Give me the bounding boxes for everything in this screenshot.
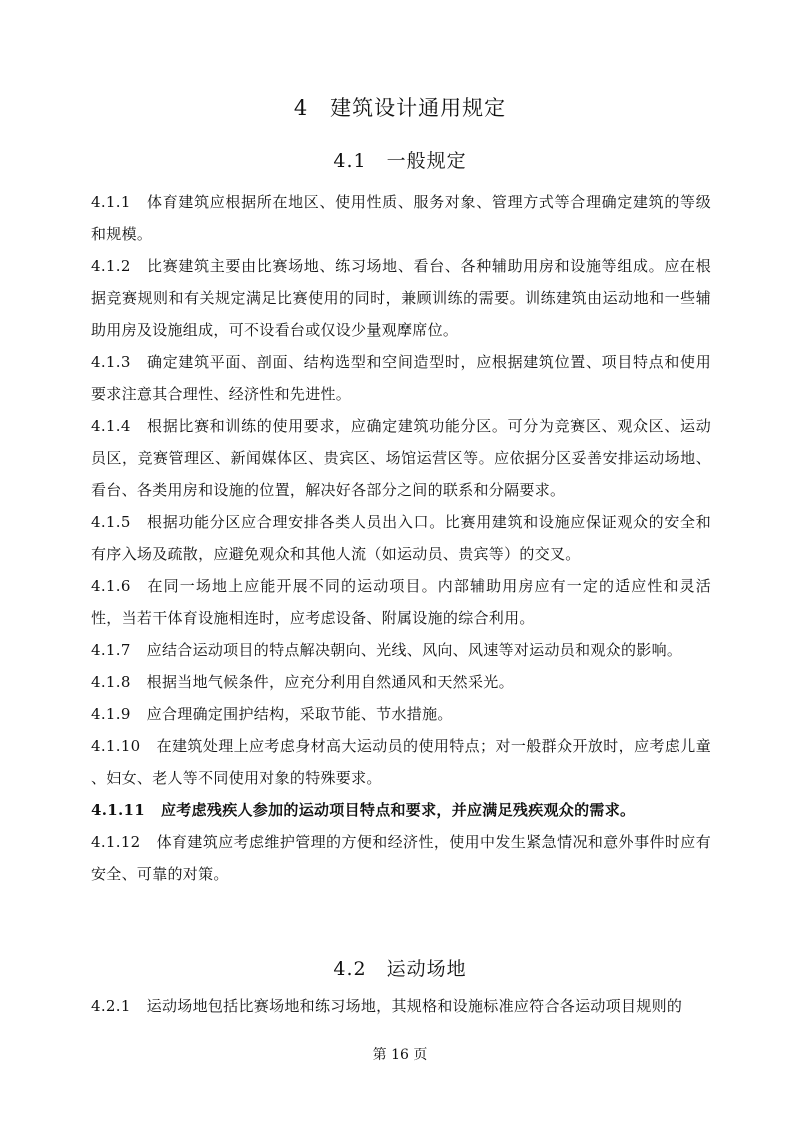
clause-number: 4.1.7 xyxy=(91,641,131,659)
clause-4-1-12 xyxy=(91,826,711,890)
clause-number: 4.1.11 xyxy=(91,801,145,819)
clause-text: 根据当地气候条件，应充分利用自然通风和天然采光。 xyxy=(146,673,514,691)
clause-4-1-8 xyxy=(91,666,711,698)
clause-text: 体育建筑应考虑维护管理的方便和经济性，使用中发生紧急情况和意外事件时应有安全、可靠的对策。 xyxy=(91,833,711,883)
clause-4-1-7 xyxy=(91,634,711,666)
clause-4-1-11 xyxy=(91,794,711,826)
clause-text: 在同一场地上应能开展不同的运动项目。内部辅助用房应有一定的适应性和灵活性，当若干体育设施相连时，应考虑设备、附属设施的综合利用。 xyxy=(91,577,711,627)
clause-4-2-1 xyxy=(91,990,711,1022)
clause-text: 应考虑残疾人参加的运动项目特点和要求，并应满足残疾观众的需求。 xyxy=(161,801,636,819)
clause-number: 4.1.9 xyxy=(91,705,131,723)
clause-text: 根据功能分区应合理安排各类人员出入口。比赛用建筑和设施应保证观众的安全和有序入场及疏散，应避免观众和其他人流（如运动员、贵宾等）的交叉。 xyxy=(91,513,711,563)
clause-4-1-4 xyxy=(91,410,711,506)
clause-text: 根据比赛和训练的使用要求，应确定建筑功能分区。可分为竞赛区、观众区、运动员区，竞赛管理区、新闻媒体区、贵宾区、场馆运营区等。应依据分区妥善安排运动场地、看台、各类用房和设施的位置，解决好各部分之间的联系和分隔要求。 xyxy=(91,417,711,499)
clause-4-1-6 xyxy=(91,570,711,634)
chapter-title: 4 建筑设计通用规定 xyxy=(293,96,507,120)
clause-number: 4.1.6 xyxy=(91,577,131,595)
clause-text: 应合理确定围护结构，采取节能、节水措施。 xyxy=(146,705,453,723)
clause-text: 应结合运动项目的特点解决朝向、光线、风向、风速等对运动员和观众的影响。 xyxy=(146,641,683,659)
clause-text: 确定建筑平面、剖面、结构选型和空间造型时，应根据建筑位置、项目特点和使用要求注意其合理性、经济性和先进性。 xyxy=(91,353,711,403)
clause-text: 运动场地包括比赛场地和练习场地，其规格和设施标准应符合各运动项目规则的 xyxy=(146,997,683,1015)
section-title-4-1: 4.1 一般规定 xyxy=(333,150,467,172)
clause-number: 4.1.4 xyxy=(91,417,131,435)
clause-number: 4.1.12 xyxy=(91,833,141,851)
clause-text: 体育建筑应根据所在地区、使用性质、服务对象、管理方式等合理确定建筑的等级和规模。 xyxy=(91,193,711,243)
clause-number: 4.1.3 xyxy=(91,353,131,371)
clause-number: 4.1.10 xyxy=(91,737,141,755)
clause-number: 4.1.8 xyxy=(91,673,131,691)
section-title-4-2: 4.2 运动场地 xyxy=(333,958,467,980)
clause-4-1-3 xyxy=(91,346,711,410)
clause-text: 比赛建筑主要由比赛场地、练习场地、看台、各种辅助用房和设施等组成。应在根据竞赛规则和有关规定满足比赛使用的同时，兼顾训练的需要。训练建筑由运动地和一些辅助用房及设施组成，可不设看台或仅设少量观摩席位。 xyxy=(91,257,711,339)
clause-number: 4.2.1 xyxy=(91,997,131,1015)
clause-number: 4.1.2 xyxy=(91,257,131,275)
clause-number: 4.1.1 xyxy=(91,193,131,211)
clause-4-1-1 xyxy=(91,186,711,250)
page-number: 第 16 页 xyxy=(372,1047,428,1063)
clause-number: 4.1.5 xyxy=(91,513,131,531)
clause-4-1-5 xyxy=(91,506,711,570)
clause-4-1-10 xyxy=(91,730,711,794)
clause-text: 在建筑处理上应考虑身材高大运动员的使用特点；对一般群众开放时，应考虑儿童 、妇女、老人等不同使用对象的特殊要求。 xyxy=(91,737,711,787)
clause-4-1-9 xyxy=(91,698,711,730)
clause-4-1-2 xyxy=(91,250,711,346)
